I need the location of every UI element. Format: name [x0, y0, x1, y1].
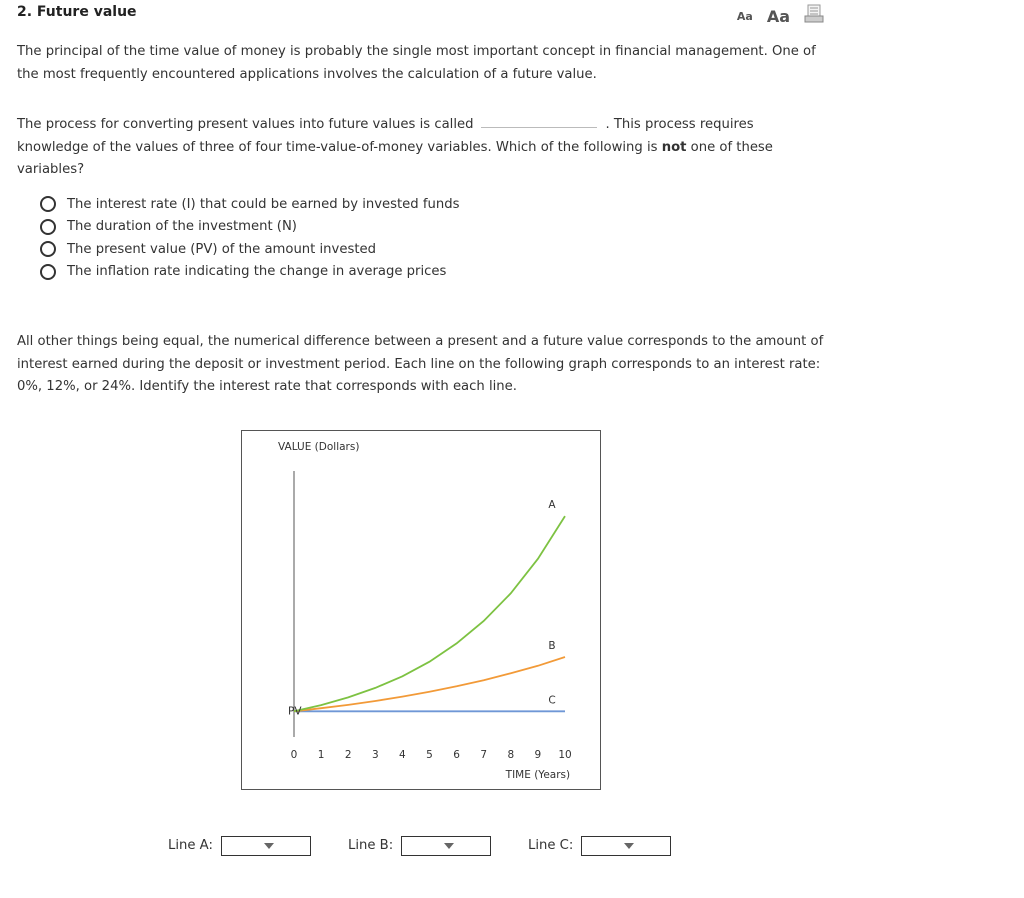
x-tick-label: 1 — [317, 749, 325, 761]
line-b-dropdown[interactable] — [401, 836, 491, 856]
series-label-c: C — [548, 694, 556, 707]
option-label: The duration of the investment (N) — [67, 219, 297, 235]
future-value-chart — [241, 430, 601, 790]
x-tick-label: 2 — [344, 749, 352, 761]
chart-svg — [242, 431, 600, 789]
x-tick-label: 6 — [453, 749, 460, 761]
process-blank-field[interactable] — [481, 113, 597, 128]
options-radio-group — [40, 193, 459, 283]
line-c-label: Line C: — [528, 838, 574, 853]
graph-intro-paragraph: All other things being equal, the numerical difference between a present and a future value corresponds to the amount of interest earned during the deposit or investment period. Each line on the following graph corresponds to an interest rate: 0%, 12%, or 24%. Identify the interest rate that corresponds with each line. — [17, 334, 824, 394]
option-interest-rate[interactable] — [40, 193, 459, 216]
line-c-dropdown[interactable] — [581, 836, 671, 856]
process-paragraph — [17, 113, 827, 182]
y-axis-label: VALUE (Dollars) — [278, 441, 360, 453]
intro-paragraph: The principal of the time value of money is probably the single most important concept in financial management. One of the most frequently encountered applications involves the calculation of a future value. — [17, 44, 816, 82]
radio-button[interactable] — [40, 241, 56, 257]
x-tick-label: 5 — [426, 749, 433, 761]
print-icon[interactable] — [804, 4, 824, 28]
x-tick-label: 3 — [371, 749, 379, 761]
process-text-end: one of these variables? — [17, 139, 773, 177]
process-text-after: . This process requires — [605, 117, 754, 132]
process-text-rest: knowledge of the values of three of four time-value-of-money variables. Which of the following is — [17, 139, 658, 155]
option-present-value[interactable] — [40, 238, 459, 261]
line-a-label: Line A: — [168, 838, 213, 853]
series-label-b: B — [548, 640, 556, 653]
series-label-a: A — [548, 499, 556, 512]
x-tick-label: 10 — [558, 749, 572, 761]
x-tick-label: 0 — [290, 749, 298, 761]
font-size-small-button[interactable]: Aa — [736, 9, 753, 23]
line-a-dropdown[interactable] — [221, 836, 311, 856]
x-tick-label: 9 — [534, 749, 542, 761]
x-axis-label: TIME (Years) — [505, 769, 571, 781]
radio-button[interactable] — [40, 264, 56, 280]
toolbar — [737, 4, 824, 28]
chevron-down-icon — [444, 843, 454, 849]
process-text-not: not — [661, 139, 687, 155]
answer-row — [0, 836, 1024, 858]
chevron-down-icon — [264, 843, 274, 849]
option-label: The inflation rate indicating the change in average prices — [67, 264, 447, 280]
series-line-b — [294, 657, 565, 711]
radio-button[interactable] — [40, 219, 56, 235]
x-tick-label: 7 — [480, 749, 488, 761]
pv-label: PV — [288, 705, 302, 718]
x-tick-label: 4 — [399, 749, 406, 761]
option-duration[interactable] — [40, 216, 459, 239]
x-tick-label: 8 — [507, 749, 515, 761]
chevron-down-icon — [624, 843, 634, 849]
option-label: The present value (PV) of the amount invested — [67, 241, 376, 257]
series-line-a — [294, 516, 565, 711]
radio-button[interactable] — [40, 196, 56, 212]
font-size-large-button[interactable]: Aa — [766, 6, 790, 26]
option-inflation-rate[interactable] — [40, 261, 459, 284]
option-label: The interest rate (I) that could be earned by invested funds — [67, 196, 460, 212]
line-b-label: Line B: — [348, 838, 394, 853]
page-title: 2. Future value — [17, 4, 137, 20]
process-text-before: The process for converting present values into future values is called — [17, 117, 474, 132]
